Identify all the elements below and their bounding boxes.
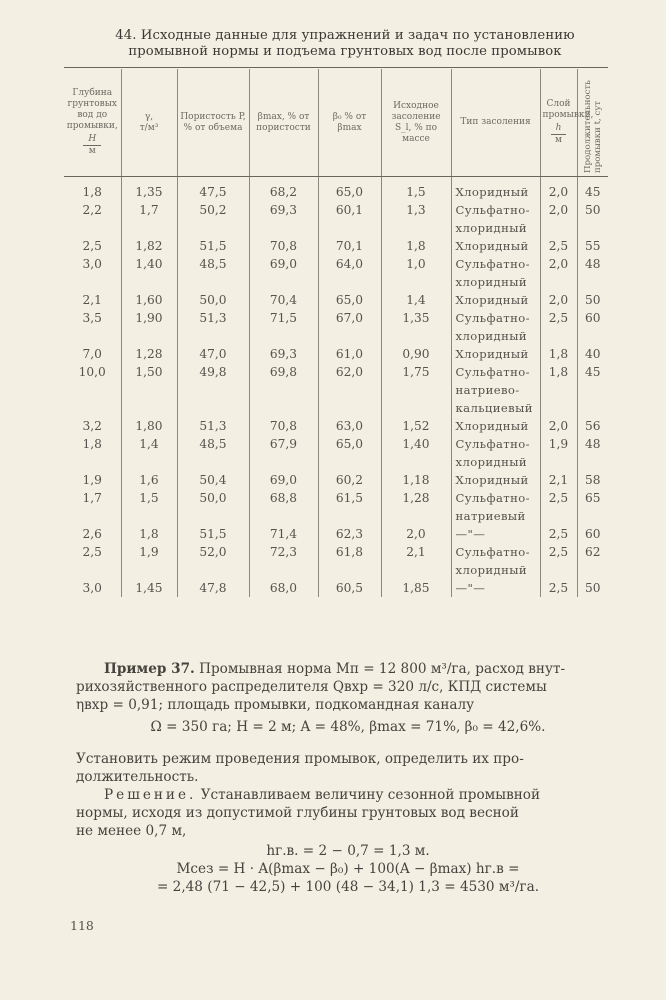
cell-h: 1,8 [540,363,577,417]
cell-P: 51,5 [177,525,249,543]
cell-b0: 65,0 [318,177,381,202]
cell-bmax: 69,0 [249,471,318,489]
cell-P: 52,0 [177,543,249,579]
table-top-rule [64,67,608,68]
cell-H: 2,1 [82,293,102,307]
cell-type: Сульфатно- хлоридный [451,201,540,237]
cell-gamma: 1,6 [121,471,177,489]
table-row [64,363,608,417]
cell-type: Сульфатно- хлоридный [451,543,540,579]
cell-H: 7,0 [82,347,102,361]
header-row [64,69,608,177]
table-row [64,291,608,309]
cell-gamma: 1,50 [121,363,177,417]
cell-P: 47,5 [177,177,249,202]
cell-b0: 65,0 [318,291,381,309]
cell-type: Хлоридный [451,345,540,363]
cell-t: 62 [577,543,608,579]
cell-H: 1,7 [82,491,102,505]
cell-h: 2,0 [540,177,577,202]
cell-S: 1,28 [381,489,451,525]
cell-H: 3,0 [82,257,102,271]
cell-S: 2,0 [381,525,451,543]
header-duration: Продолжительность промывки t, сут [577,69,608,177]
cell-P: 51,3 [177,309,249,345]
cell-t: 60 [577,525,608,543]
table-row [64,435,608,471]
cell-P: 48,5 [177,435,249,471]
cell-gamma: 1,40 [121,255,177,291]
cell-bmax: 72,3 [249,543,318,579]
cell-gamma: 1,80 [121,417,177,435]
cell-t: 40 [577,345,608,363]
cell-type: Сульфатно- натриевый [451,489,540,525]
equation-2: Mсез = H · A(βmax − β₀) + 100(A − βmax) hг.в = [176,861,520,877]
page-number: 118 [70,918,94,933]
cell-bmax: 71,5 [249,309,318,345]
header-depth: Глубина грунтовых вод до промывки, $\frac{H}{м}$ [64,69,121,177]
cell-bmax: 68,8 [249,489,318,525]
cell-S: 1,18 [381,471,451,489]
table-body [64,177,608,598]
cell-P: 51,3 [177,417,249,435]
cell-S: 1,75 [381,363,451,417]
caption-line-1: 44. Исходные данные для упражнений и задач по установлению [115,28,575,43]
cell-gamma: 1,7 [121,201,177,237]
cell-t: 55 [577,237,608,255]
given-values: Ω = 350 га; H = 2 м; A = 48%, βmax = 71%, β₀ = 42,6%. [150,719,546,735]
cell-t: 58 [577,471,608,489]
cell-gamma: 1,82 [121,237,177,255]
cell-h: 2,5 [540,237,577,255]
cell-type: Сульфатно- хлоридный [451,435,540,471]
cell-H: 1,9 [82,473,102,487]
cell-H: 2,5 [82,545,102,559]
cell-H: 2,2 [82,203,102,217]
cell-P: 50,0 [177,489,249,525]
header-salinity: Исходное засоление S_l, % по массе [381,69,451,177]
header-porosity: Пористость P, % от объема [177,69,249,177]
cell-h: 2,0 [540,291,577,309]
table-row [64,471,608,489]
cell-gamma: 1,9 [121,543,177,579]
cell-b0: 70,1 [318,237,381,255]
cell-gamma: 1,45 [121,579,177,597]
cell-b0: 62,3 [318,525,381,543]
cell-b0: 61,8 [318,543,381,579]
table-row [64,345,608,363]
cell-P: 50,2 [177,201,249,237]
cell-P: 50,4 [177,471,249,489]
cell-type: —"— [451,525,540,543]
table-row [64,201,608,237]
cell-S: 1,3 [381,201,451,237]
table-row [64,417,608,435]
header-beta-max: βmax, % от пористости [249,69,318,177]
cell-S: 1,8 [381,237,451,255]
table-row [64,177,608,202]
equations [76,842,620,896]
cell-b0: 61,0 [318,345,381,363]
cell-bmax: 68,2 [249,177,318,202]
cell-type: Хлоридный [451,471,540,489]
cell-bmax: 71,4 [249,525,318,543]
cell-h: 2,5 [540,543,577,579]
table-row [64,489,608,525]
task-paragraph: Установить режим проведения промывок, определить их про- должительность. Решение. Устанавливаем величину сезонной промывной нормы, исходя из допустимой глубины грунтовых вод весной не менее 0,7 м, [76,751,541,839]
cell-gamma: 1,60 [121,291,177,309]
cell-gamma: 1,5 [121,489,177,525]
layer-fraction: $\frac{h}{м}$ [551,123,567,146]
table-row [64,525,608,543]
cell-h: 2,5 [540,309,577,345]
cell-h: 2,0 [540,417,577,435]
cell-gamma: 1,90 [121,309,177,345]
cell-b0: 63,0 [318,417,381,435]
cell-bmax: 69,8 [249,363,318,417]
cell-H: 2,5 [82,239,102,253]
cell-type: Сульфатно- хлоридный [451,309,540,345]
cell-t: 45 [577,177,608,202]
cell-t: 56 [577,417,608,435]
cell-bmax: 70,8 [249,417,318,435]
cell-gamma: 1,4 [121,435,177,471]
cell-S: 2,1 [381,543,451,579]
header-gamma: γ, т/м³ [121,69,177,177]
cell-P: 47,0 [177,345,249,363]
cell-S: 1,5 [381,177,451,202]
cell-H: 2,6 [82,527,102,541]
cell-P: 50,0 [177,291,249,309]
example-title: Пример 37. [104,661,195,677]
cell-S: 1,40 [381,435,451,471]
cell-t: 48 [577,255,608,291]
cell-h: 2,1 [540,471,577,489]
cell-type: —"— [451,579,540,597]
cell-bmax: 69,0 [249,255,318,291]
cell-t: 45 [577,363,608,417]
cell-type: Сульфатно- хлоридный [451,255,540,291]
cell-type: Сульфатно- натриево- кальциевый [451,363,540,417]
cell-b0: 62,0 [318,363,381,417]
cell-h: 2,5 [540,525,577,543]
table-row [64,543,608,579]
cell-t: 50 [577,291,608,309]
cell-bmax: 70,8 [249,237,318,255]
table-row [64,255,608,291]
cell-bmax: 70,4 [249,291,318,309]
table-row [64,579,608,597]
depth-fraction: $\frac{H}{м}$ [83,134,101,157]
cell-b0: 60,5 [318,579,381,597]
cell-S: 0,90 [381,345,451,363]
cell-b0: 64,0 [318,255,381,291]
cell-P: 49,8 [177,363,249,417]
cell-H: 10,0 [78,365,106,379]
cell-gamma: 1,28 [121,345,177,363]
data-table [64,69,608,597]
cell-t: 48 [577,435,608,471]
header-salt-type: Тип засоления [451,69,540,177]
cell-S: 1,85 [381,579,451,597]
cell-bmax: 69,3 [249,345,318,363]
table-row [64,309,608,345]
cell-P: 51,5 [177,237,249,255]
cell-t: 65 [577,489,608,525]
cell-t: 60 [577,309,608,345]
table-row [64,237,608,255]
cell-S: 1,0 [381,255,451,291]
cell-h: 2,5 [540,489,577,525]
cell-b0: 60,1 [318,201,381,237]
cell-t: 50 [577,579,608,597]
cell-b0: 61,5 [318,489,381,525]
cell-type: Хлоридный [451,177,540,202]
cell-bmax: 68,0 [249,579,318,597]
cell-h: 1,8 [540,345,577,363]
cell-S: 1,4 [381,291,451,309]
cell-S: 1,52 [381,417,451,435]
cell-h: 2,5 [540,579,577,597]
cell-H: 3,2 [82,419,102,433]
header-layer: Слой промывки, $\frac{h}{м}$ [540,69,577,177]
cell-type: Хлоридный [451,417,540,435]
cell-h: 1,9 [540,435,577,471]
example-paragraph: Пример 37. Промывная норма Mп = 12 800 м³/га, расход внут- рихозяйственного распределителя Qвхр = 320 л/с, КПД системы ηвхр = 0,91; площадь промывки, подкомандная каналу Ω = 350 га; H = 2 м; A = 48%, βmax = 71%, β₀ = 42,6%. [76,660,620,736]
cell-H: 1,8 [82,437,102,451]
header-beta0: β₀ % от βmax [318,69,381,177]
cell-b0: 60,2 [318,471,381,489]
cell-H: 1,8 [82,185,102,199]
solution-label: Решение. [104,787,197,803]
cell-bmax: 69,3 [249,201,318,237]
cell-h: 2,0 [540,201,577,237]
cell-S: 1,35 [381,309,451,345]
cell-gamma: 1,35 [121,177,177,202]
equation-1: hг.в. = 2 − 0,7 = 1,3 м. [266,843,430,859]
cell-t: 50 [577,201,608,237]
cell-H: 3,0 [82,581,102,595]
cell-P: 48,5 [177,255,249,291]
cell-bmax: 67,9 [249,435,318,471]
cell-type: Хлоридный [451,237,540,255]
cell-P: 47,8 [177,579,249,597]
cell-H: 3,5 [82,311,102,325]
equation-3: = 2,48 (71 − 42,5) + 100 (48 − 34,1) 1,3 = 4530 м³/га. [156,879,540,895]
table-caption [60,28,630,60]
cell-b0: 67,0 [318,309,381,345]
cell-b0: 65,0 [318,435,381,471]
cell-gamma: 1,8 [121,525,177,543]
cell-type: Хлоридный [451,291,540,309]
cell-h: 2,0 [540,255,577,291]
caption-line-2: промывной нормы и подъема грунтовых вод после промывок [128,44,562,59]
